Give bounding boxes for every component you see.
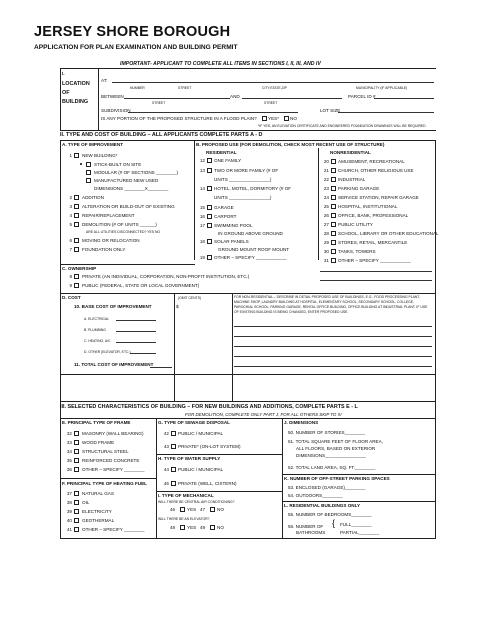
item-number: 42 [163, 431, 169, 436]
pool-checkbox[interactable] [207, 223, 212, 228]
office-label: OFFICE, BANK, PROFESSIONAL [338, 213, 409, 218]
street-caption-2: STREET [152, 101, 166, 105]
section3-subheading: FOR DEMOLITION, COMPLETE ONLY PART J, FOR ALL OTHERS SKIP TO IV [185, 412, 342, 417]
modular-label: MODULAR (# OF SECTIONS ________) [94, 170, 178, 175]
street-caption-3: STREET [264, 101, 278, 105]
base-cost-label: 10. BASE COST OF IMPROVEMENT [74, 304, 152, 309]
item-48-number: 48 [170, 525, 176, 530]
electricity-checkbox[interactable] [74, 509, 79, 514]
addition-label: ADDITION [82, 195, 104, 200]
masonry-checkbox[interactable] [74, 431, 79, 436]
solar-checkbox[interactable] [207, 239, 212, 244]
item-number: 31 [323, 258, 329, 263]
part-g-heading: G. TYPE OF SEWAGE DISPOSAL [158, 420, 230, 425]
part-a-heading: A. TYPE OF IMPROVEMENT [62, 142, 123, 147]
geothermal-checkbox[interactable] [74, 518, 79, 523]
public-ownership-checkbox[interactable] [74, 283, 79, 288]
steel-checkbox[interactable] [74, 449, 79, 454]
cost-plumbing-field[interactable] [116, 331, 156, 332]
oil-checkbox[interactable] [74, 500, 79, 505]
central-air-question: WILL THERE BE CENTRAL AIR CONDITIONING? [158, 500, 235, 504]
address-field[interactable] [112, 82, 434, 83]
demolition-checkbox[interactable] [74, 222, 79, 227]
elevator-yes-label: YES [187, 525, 197, 530]
item-number: 16 [199, 214, 205, 219]
section1-label-building: BUILDING [62, 99, 89, 105]
pool-label: SWIMMING POOL [214, 223, 253, 228]
private-ownership-checkbox[interactable] [74, 274, 79, 279]
enclosed-parking-label: 53. ENCLOSED (GARAGE)________ [288, 485, 366, 490]
other-nonres-specify-line[interactable] [320, 271, 432, 272]
utility-checkbox[interactable] [331, 222, 336, 227]
office-checkbox[interactable] [331, 213, 336, 218]
alteration-checkbox[interactable] [74, 204, 79, 209]
lotsize-label: LOT SIZE [320, 108, 341, 113]
garage-checkbox[interactable] [207, 205, 212, 210]
item-number: 36 [66, 467, 72, 472]
two-family-checkbox[interactable] [207, 168, 212, 173]
lotsize-field[interactable] [338, 112, 434, 113]
stick-built-checkbox[interactable] [86, 162, 91, 167]
gas-checkbox[interactable] [74, 491, 79, 496]
item-number: 26 [323, 213, 329, 218]
section1-label-location: LOCATION [62, 81, 90, 87]
cost-electrical-label: A. ELECTRICAL [84, 317, 110, 321]
and-label: AND [230, 94, 240, 99]
item-46-number: 46 [170, 507, 176, 512]
demolition-label: DEMOLITION (# OF UNITS ______) [82, 222, 157, 227]
solar-type-label: GROUND MOUNT ROOF MOUNT [218, 247, 290, 252]
page-title: JERSEY SHORE BOROUGH [34, 24, 231, 40]
part-e-heading: E. PRINCIPAL TYPE OF FRAME [62, 420, 131, 425]
item-number: 44 [163, 467, 169, 472]
other-res-checkbox[interactable] [207, 255, 212, 260]
wood-frame-checkbox[interactable] [74, 440, 79, 445]
service-station-label: SERVICE STATION, REPAIR GARAGE [338, 195, 419, 200]
item-number: 13 [199, 168, 205, 173]
manufactured-checkbox[interactable] [86, 178, 91, 183]
item-number: 41 [66, 527, 72, 532]
item-number: 40 [66, 518, 72, 523]
outdoor-parking-label: 54. OUTDOORS________ [288, 493, 343, 498]
parking-garage-checkbox[interactable] [331, 186, 336, 191]
geothermal-label: GEOTHERMAL [82, 518, 115, 523]
street-caption: STREET [178, 86, 192, 90]
item-number: 9 [69, 283, 72, 288]
item-number: 17 [199, 223, 205, 228]
item-number: 19 [199, 255, 205, 260]
one-family-label: ONE FAMILY [214, 158, 242, 163]
elevator-yes-checkbox[interactable] [180, 525, 185, 530]
carport-label: CARPORT [214, 214, 237, 219]
section3-heading: III. SELECTED CHARACTERISTICS OF BUILDING – FOR NEW BUILDINGS AND ADDITIONS, COMPLETE PARTS E - L [60, 404, 358, 410]
other-fuel-checkbox[interactable] [74, 527, 79, 532]
flood-no-checkbox[interactable] [284, 116, 289, 121]
central-air-yes-checkbox[interactable] [180, 507, 185, 512]
stick-built-label: STICK-BUILT ON SITE [94, 162, 142, 167]
item-number: 12 [199, 158, 205, 163]
item-number: 34 [66, 449, 72, 454]
part-i-heading: I. TYPE OF MECHANICAL [158, 493, 214, 498]
solar-label: SOLAR PANELS [214, 239, 249, 244]
other-res-label: OTHER – SPECIFY ____________ [214, 255, 287, 260]
section1-roman: I. [62, 71, 65, 76]
church-checkbox[interactable] [331, 168, 336, 173]
central-air-yes-label: YES [187, 507, 197, 512]
parking-garage-label: PARKING GARAGE [338, 186, 380, 191]
pool-type-label: IN GROUND ABOVE GROUND [218, 231, 283, 236]
item-47-number: 47 [200, 507, 206, 512]
one-family-checkbox[interactable] [207, 158, 212, 163]
alteration-label: ALTERATION OR BUILD-OUT OF EXISTING [82, 204, 175, 209]
elevator-question: WILL THERE BE AN ELEVATOR? [158, 517, 210, 521]
flood-question: IS ANY PORTION OF THE PROPOSED STRUCTURE IN A FLOOD PLAIN? [101, 116, 257, 121]
part-d-heading: D. COST [62, 295, 81, 300]
manufactured-label: MANUFACTURED NEW USED [94, 178, 159, 183]
steel-label: STRUCTURAL STEEL [82, 449, 129, 454]
addition-checkbox[interactable] [74, 195, 79, 200]
tanks-checkbox[interactable] [331, 249, 336, 254]
parcel-field[interactable] [374, 98, 434, 99]
item-number: 37 [66, 491, 72, 496]
other-nonres-checkbox[interactable] [331, 258, 336, 263]
and-street-field[interactable] [242, 98, 342, 99]
units-label: UNITS ________________) [214, 177, 272, 182]
item-number: 6 [69, 238, 72, 243]
concrete-label: REINFORCED CONCRETE [82, 458, 140, 463]
other-frame-label: OTHER – SPECIFY ________ [82, 467, 145, 472]
hospital-checkbox[interactable] [331, 204, 336, 209]
hotel-units-label: UNITS ________________) [214, 195, 272, 200]
item-number: 5 [69, 222, 72, 227]
cost-other-field[interactable] [130, 353, 156, 354]
part-l-heading: L. RESIDENTIAL BUILDINGS ONLY [284, 503, 361, 508]
description-line-3[interactable] [234, 346, 432, 347]
other-frame-checkbox[interactable] [74, 467, 79, 472]
carport-checkbox[interactable] [207, 214, 212, 219]
description-line-4[interactable] [234, 356, 432, 357]
total-cost-field[interactable] [150, 367, 172, 368]
hotel-label: HOTEL, MOTEL, DORMITORY (# OF [214, 186, 292, 191]
item-number: 2 [69, 195, 72, 200]
part-h-heading: H. TYPE OF WATER SUPPLY [158, 456, 221, 461]
electricity-label: ELECTRICITY [82, 509, 112, 514]
part-f-heading: F. PRINCIPAL TYPE OF HEATING FUEL [62, 481, 147, 486]
public-water-label: PUBLIC / MUNICIPAL [178, 467, 224, 472]
item-number: 1 [69, 153, 72, 158]
residential-heading: RESIDENTIAL [206, 150, 237, 155]
public-sewage-checkbox[interactable] [171, 431, 176, 436]
foundation-checkbox[interactable] [74, 247, 79, 252]
total-cost-label: 11. TOTAL COST OF IMPROVEMENT [74, 362, 154, 367]
public-sewage-label: PUBLIC / MUNICIPAL [178, 431, 224, 436]
cost-heating-label: C. HEATING, A/C [84, 339, 111, 343]
cost-electrical-field[interactable] [116, 320, 156, 321]
modular-checkbox[interactable] [86, 170, 91, 175]
item-number: 7 [69, 247, 72, 252]
nonresidential-heading: NONRESIDENTIAL [330, 150, 371, 155]
flood-no-label: NO [290, 116, 297, 121]
dimensions-label: DIMENSIONS ________X________ [94, 186, 169, 191]
item-number: 38 [66, 500, 72, 505]
other-fuel-label: OTHER – SPECIFY ________ [82, 527, 145, 532]
private-ownership-label: PRIVATE (AN INDIVIDUAL, CORPORATION, NON-PROFIT INSTITUTION, ETC.) [82, 274, 250, 279]
private-water-checkbox[interactable] [171, 481, 176, 486]
hospital-label: HOSPITAL, INSTITUTIONAL [338, 204, 398, 209]
item-number: 30 [323, 249, 329, 254]
service-station-checkbox[interactable] [331, 195, 336, 200]
bathrooms-label: 56. NUMBER OF [288, 524, 324, 529]
moving-label: MOVING OR RELOCATION [82, 238, 140, 243]
between-label: BETWEEN [101, 94, 124, 99]
item-number: 29 [323, 240, 329, 245]
subdivision-label: SUBDIVISION [101, 108, 131, 113]
central-air-no-checkbox[interactable] [210, 507, 215, 512]
flood-footnote: *IF YES, AN ELEVATION CERTIFICATE AND ENGINEERED FOUNDATION DRAWINGS WILL BE REQUIRED [258, 124, 426, 128]
school-checkbox[interactable] [331, 231, 336, 236]
at-label: AT: [101, 78, 108, 83]
item-number: 18 [199, 239, 205, 244]
item-number: 23 [323, 186, 329, 191]
private-sewage-label: PRIVATE* (ON-LOT SYSTEM) [178, 444, 241, 449]
private-water-label: PRIVATE (WELL, CISTERN) [178, 481, 237, 486]
oil-label: OIL [82, 500, 90, 505]
item-number: 28 [323, 231, 329, 236]
part-k-heading: K. NUMBER OF OFF-STREET PARKING SPACES [284, 476, 390, 481]
section1-label-of: OF [62, 90, 70, 96]
stores-checkbox[interactable] [331, 240, 336, 245]
utility-label: PUBLIC UTILITY [338, 222, 373, 227]
other-nonres-label: OTHER – SPECIFY ____________ [338, 258, 411, 263]
stores-label: STORES, RETAIL, MERCANTILE [338, 240, 408, 245]
two-family-label: TWO OR MORE FAMILY (# OF [214, 168, 279, 173]
item-number: 15 [199, 205, 205, 210]
description-line-5[interactable] [234, 366, 432, 367]
floor-area-label: 51. TOTAL SQUARE FEET OF FLOOR AREA, [288, 439, 383, 444]
flood-yes-label: YES* [268, 116, 279, 121]
elevator-no-checkbox[interactable] [210, 525, 215, 530]
wood-frame-label: WOOD FRAME [82, 440, 115, 445]
subdivision-field[interactable] [128, 112, 298, 113]
industrial-label: INDUSTRIAL [338, 177, 366, 182]
item-number: 39 [66, 509, 72, 514]
repair-checkbox[interactable] [74, 213, 79, 218]
land-area-label: 52. TOTAL LAND AREA, SQ. FT.________ [288, 465, 376, 470]
private-sewage-checkbox[interactable] [171, 444, 176, 449]
item-number: 14 [199, 186, 205, 191]
item-number: 8 [69, 274, 72, 279]
cost-plumbing-label: B. PLUMBING [84, 328, 106, 332]
cost-other-label: D. OTHER (ELEVATOR, ETC.) [84, 350, 131, 354]
flood-yes-checkbox[interactable] [262, 116, 267, 121]
tanks-label: TANKS, TOWERS [338, 249, 376, 254]
city-caption: CITY,STATE,ZIP [262, 86, 287, 90]
concrete-checkbox[interactable] [74, 458, 79, 463]
new-building-checkbox[interactable] [74, 153, 79, 158]
garage-label: GARAGE [214, 205, 234, 210]
part-j-heading: J. DIMENSIONS [284, 420, 319, 425]
floor-area-label-2: ALL FLOORS, BASED ON EXTERIOR [296, 446, 376, 451]
repair-label: REPAIR/REPLACEMENT [82, 213, 135, 218]
description-line-2[interactable] [234, 336, 432, 337]
utilities-question: ARE ALL UTILITIES DISCONNECTED? YES NO [86, 230, 161, 234]
gas-label: NATURAL GAS [82, 491, 114, 496]
item-number: 33 [66, 440, 72, 445]
section2-heading: II. TYPE AND COST OF BUILDING – ALL APPLICANTS COMPLETE PARTS A - D [60, 132, 263, 138]
item-number: 35 [66, 458, 72, 463]
bedrooms-label: 55. NUMBER OF BEDROOMS________ [288, 512, 372, 517]
important-note: IMPORTANT- APPLICANT TO COMPLETE ALL ITEMS IN SECTIONS I, II, III, AND IV [120, 61, 321, 67]
item-number: 21 [323, 168, 329, 173]
nonresidential-description-note: FOR NON-RESIDENTIAL – DESCRIBE IN DETAIL PROPOSED USE OF BUILDINGS, E.G., FOOD PROCESSING PLANT, MACHINE SHOP, LAUNDRY BUILDING AT HOSPITAL, ELEMENTARY SCHOOL, SECONDARY SCHOOL, COLLEGE, PAROCHIAL SCHOOL, PARKING GARAGE, RENTAL OFFICE BUILDING, OFFICE BUILDING AT INDUSTRIAL PLANT. IF USE OF EXISTING BUILDING IS BEING CHANGED, ENTER PROPOSED USE. [234, 295, 428, 314]
omit-cents-note: (OMIT CENTS) [178, 296, 202, 300]
item-number: 20 [323, 159, 329, 164]
item-number: 4 [69, 213, 72, 218]
municipality-caption: MUNICIPALITY (IF APPLICABLE) [356, 86, 408, 90]
part-c-heading: C. OWNERSHIP [62, 266, 97, 271]
bullet-dot [80, 163, 82, 165]
church-label: CHURCH, OTHER RELIGIOUS USE [338, 168, 414, 173]
item-number: 32 [66, 431, 72, 436]
number-caption: NUMBER [130, 86, 145, 90]
full-bath-label: FULL________ [340, 522, 372, 527]
amusement-label: AMUSEMENT, RECREATIONAL [338, 159, 405, 164]
bathrooms-label-2: BATHROOMS [296, 530, 326, 535]
brace-glyph: { [332, 518, 336, 528]
amusement-checkbox[interactable] [331, 159, 336, 164]
item-number: 22 [323, 177, 329, 182]
item-number: 43 [163, 444, 169, 449]
dollar-sign: $ [176, 304, 179, 309]
item-number: 27 [323, 222, 329, 227]
page-subtitle: APPLICATION FOR PLAN EXAMINATION AND BUILDING PERMIT [34, 44, 238, 51]
item-number: 45 [163, 481, 169, 486]
central-air-no-label: NO [217, 507, 224, 512]
elevator-no-label: NO [217, 525, 224, 530]
cost-heating-field[interactable] [116, 342, 156, 343]
moving-checkbox[interactable] [74, 238, 79, 243]
part-b-heading: B. PROPOSED USE (FOR DEMOLITION, CHECK MOST RECENT USE OF STRUCTURE) [196, 142, 385, 147]
floor-area-label-3: DIMENSIONS________________ [296, 453, 366, 458]
partial-bath-label: PARTIAL________ [340, 530, 380, 535]
item-49-number: 49 [200, 525, 206, 530]
stories-label: 50. NUMBER OF STORIES________ [288, 430, 366, 435]
between-street-field[interactable] [124, 98, 230, 99]
school-label: SCHOOL, LIBRARY OR OTHER EDUCATIONAL [338, 231, 439, 236]
new-building-label: NEW BUILDING* [82, 153, 118, 158]
item-number: 25 [323, 204, 329, 209]
public-ownership-label: PUBLIC (FEDERAL, STATE OR LOCAL GOVERNMENT) [82, 283, 200, 288]
foundation-label: FOUNDATION ONLY [82, 247, 126, 252]
other-nonres-specify-line-2[interactable] [320, 280, 432, 281]
item-number: 3 [69, 204, 72, 209]
description-line-1[interactable] [234, 326, 432, 327]
hotel-checkbox[interactable] [207, 186, 212, 191]
item-number: 24 [323, 195, 329, 200]
parcel-label: PARCEL ID # [348, 94, 376, 99]
public-water-checkbox[interactable] [171, 467, 176, 472]
masonry-label: MASONRY (WALL BEARING) [82, 431, 144, 436]
industrial-checkbox[interactable] [331, 177, 336, 182]
